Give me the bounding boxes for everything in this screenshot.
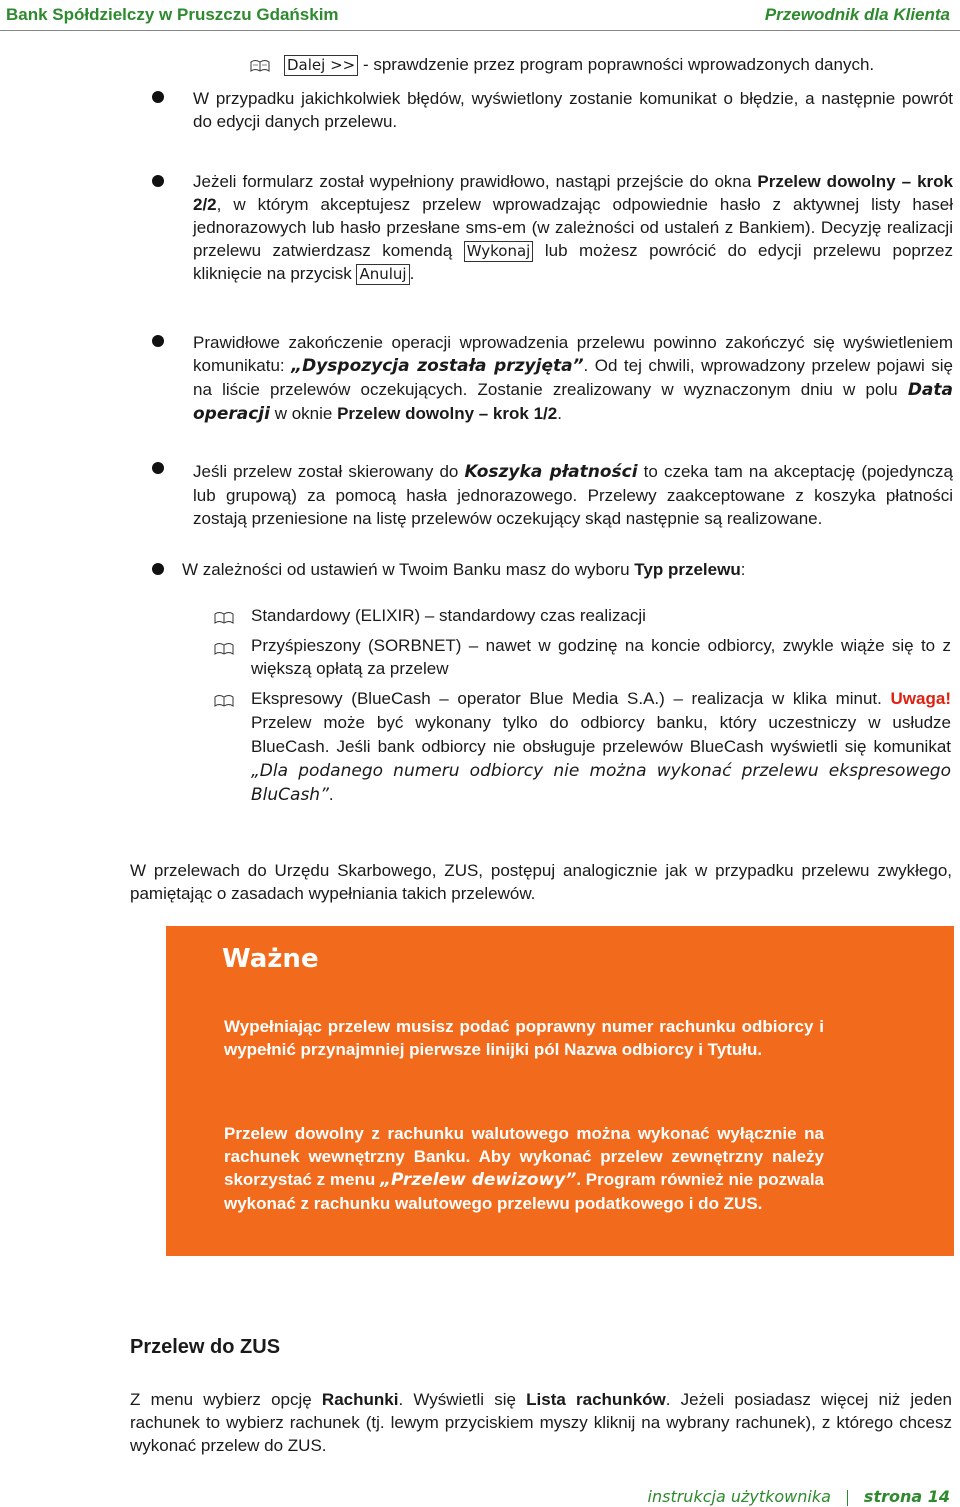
guide-title: Przewodnik dla Klienta	[764, 5, 950, 24]
footer-label: instrukcja użytkownika	[647, 1487, 831, 1506]
page-number: strona 14	[863, 1487, 950, 1506]
p-zus: Z menu wybierz opcję Rachunki. Wyświetli się Lista rachunków. Jeżeli posiadasz więcej niż jeden rachunek to wybierz rachunek (tj. lewym przyciskiem myszy kliknij na wybrany rachunek), z którego chcesz wykonać przelew do ZUS.	[130, 1390, 952, 1455]
page-header	[0, 0, 960, 30]
type-sorbnet: Przyśpieszony (SORBNET) – nawet w godzinę na koncie odbiorcy, zwykle wiąże się to z większą opłatą za przelew	[251, 636, 951, 678]
wykonaj-button[interactable]: Wykonaj	[464, 241, 534, 262]
bullet	[152, 175, 164, 187]
p-dalej: Dalej >> - sprawdzenie przez program poprawności wprowadzonych danych.	[284, 53, 954, 76]
bank-name: Bank Spółdzielczy w Pruszczu Gdańskim	[6, 5, 339, 24]
book-icon	[214, 693, 234, 707]
book-icon	[214, 610, 234, 624]
bullet	[152, 335, 164, 347]
important-box	[166, 926, 954, 1256]
section-title: Przelew do ZUS	[130, 1336, 281, 1358]
important-para-2: Przelew dowolny z rachunku walutowego można wykonać wyłącznie na rachunek wewnętrzny Banku. Aby wykonać przelew zewnętrzny należy skorzystać z menu „Przelew dewizowy”. Program również nie pozwala wykonać z rachunku walutowego przelewu podatkowego i do ZUS.	[224, 1124, 824, 1213]
book-icon	[214, 641, 234, 655]
bullet	[152, 563, 164, 575]
p-koszyk: Jeśli przelew został skierowany do Koszyka płatności to czeka tam na akceptację (pojedynczą lub grupową) za pomocą hasła jednorazowego. Przelewy zaakceptowane z koszyka płatności zostają przeniesione na listę przelewów oczekujący skąd następnie są realizowane.	[193, 462, 953, 528]
footer-divider	[847, 1490, 848, 1506]
important-title: Ważne	[222, 944, 319, 974]
bullet	[152, 462, 164, 474]
bullet	[152, 91, 164, 103]
p-typ: W zależności od ustawień w Twoim Banku masz do wyboru Typ przelewu:	[182, 560, 746, 579]
dalej-button[interactable]: Dalej >>	[284, 55, 358, 76]
header-rule	[0, 30, 960, 31]
type-standard: Standardowy (ELIXIR) – standardowy czas realizacji	[251, 606, 646, 625]
important-para-1: Wypełniając przelew musisz podać poprawny numer rachunku odbiorcy i wypełnić przynajmniej pierwsze linijki pól Nazwa odbiorcy i Tytułu.	[224, 1017, 824, 1059]
anuluj-button[interactable]: Anuluj	[356, 264, 409, 285]
book-icon	[250, 58, 270, 72]
type-express: Ekspresowy (BlueCash – operator Blue Media S.A.) – realizacja w klika minut. Uwaga! Przelew może być wykonany tylko do odbiorcy banku, który uczestniczy w usłudze BlueCash. Jeśli bank odbiorcy nie obsługuje przelewów BlueCash wyświetli się komunikat „Dla podanego numeru odbiorcy nie można wykonać przelewu ekspresowego BluCash”.	[251, 689, 951, 805]
page-footer	[648, 1487, 950, 1507]
p-bledy: W przypadku jakichkolwiek błędów, wyświetlony zostanie komunikat o błędzie, a następnie powrót do edycji danych przelewu.	[193, 89, 953, 131]
p-urzad: W przelewach do Urzędu Skarbowego, ZUS, postępuj analogicznie jak w przypadku przelewu zwykłego, pamiętając o zasadach wypełniania takich przelewów.	[130, 861, 952, 903]
p-zakonczenie: Prawidłowe zakończenie operacji wprowadzenia przelewu powinno zakończyć się wyświetleniem komunikatu: „Dyspozycja została przyjęta”. Od tej chwili, wprowadzony przelew pojawi się na liście przelewów oczekujących. Zostanie zrealizowany w wyznaczonym dniu w polu Data operacji w oknie Przelew dowolny – krok 1/2.	[193, 333, 953, 424]
p-formularz: Jeżeli formularz został wypełniony prawidłowo, nastąpi przejście do okna Przelew dowolny – krok 2/2, w którym akceptujesz przelew wprowadzając odpowiednie hasło z aktywnej listy haseł jednorazowych lub hasło przesłane sms-em (w zależności od ustaleń z Bankiem). Decyzję realizacji przelewu zatwierdzasz komendą Wykonaj lub możesz powrócić do edycji przelewu poprzez kliknięcie na przycisk Anuluj .	[193, 172, 954, 283]
